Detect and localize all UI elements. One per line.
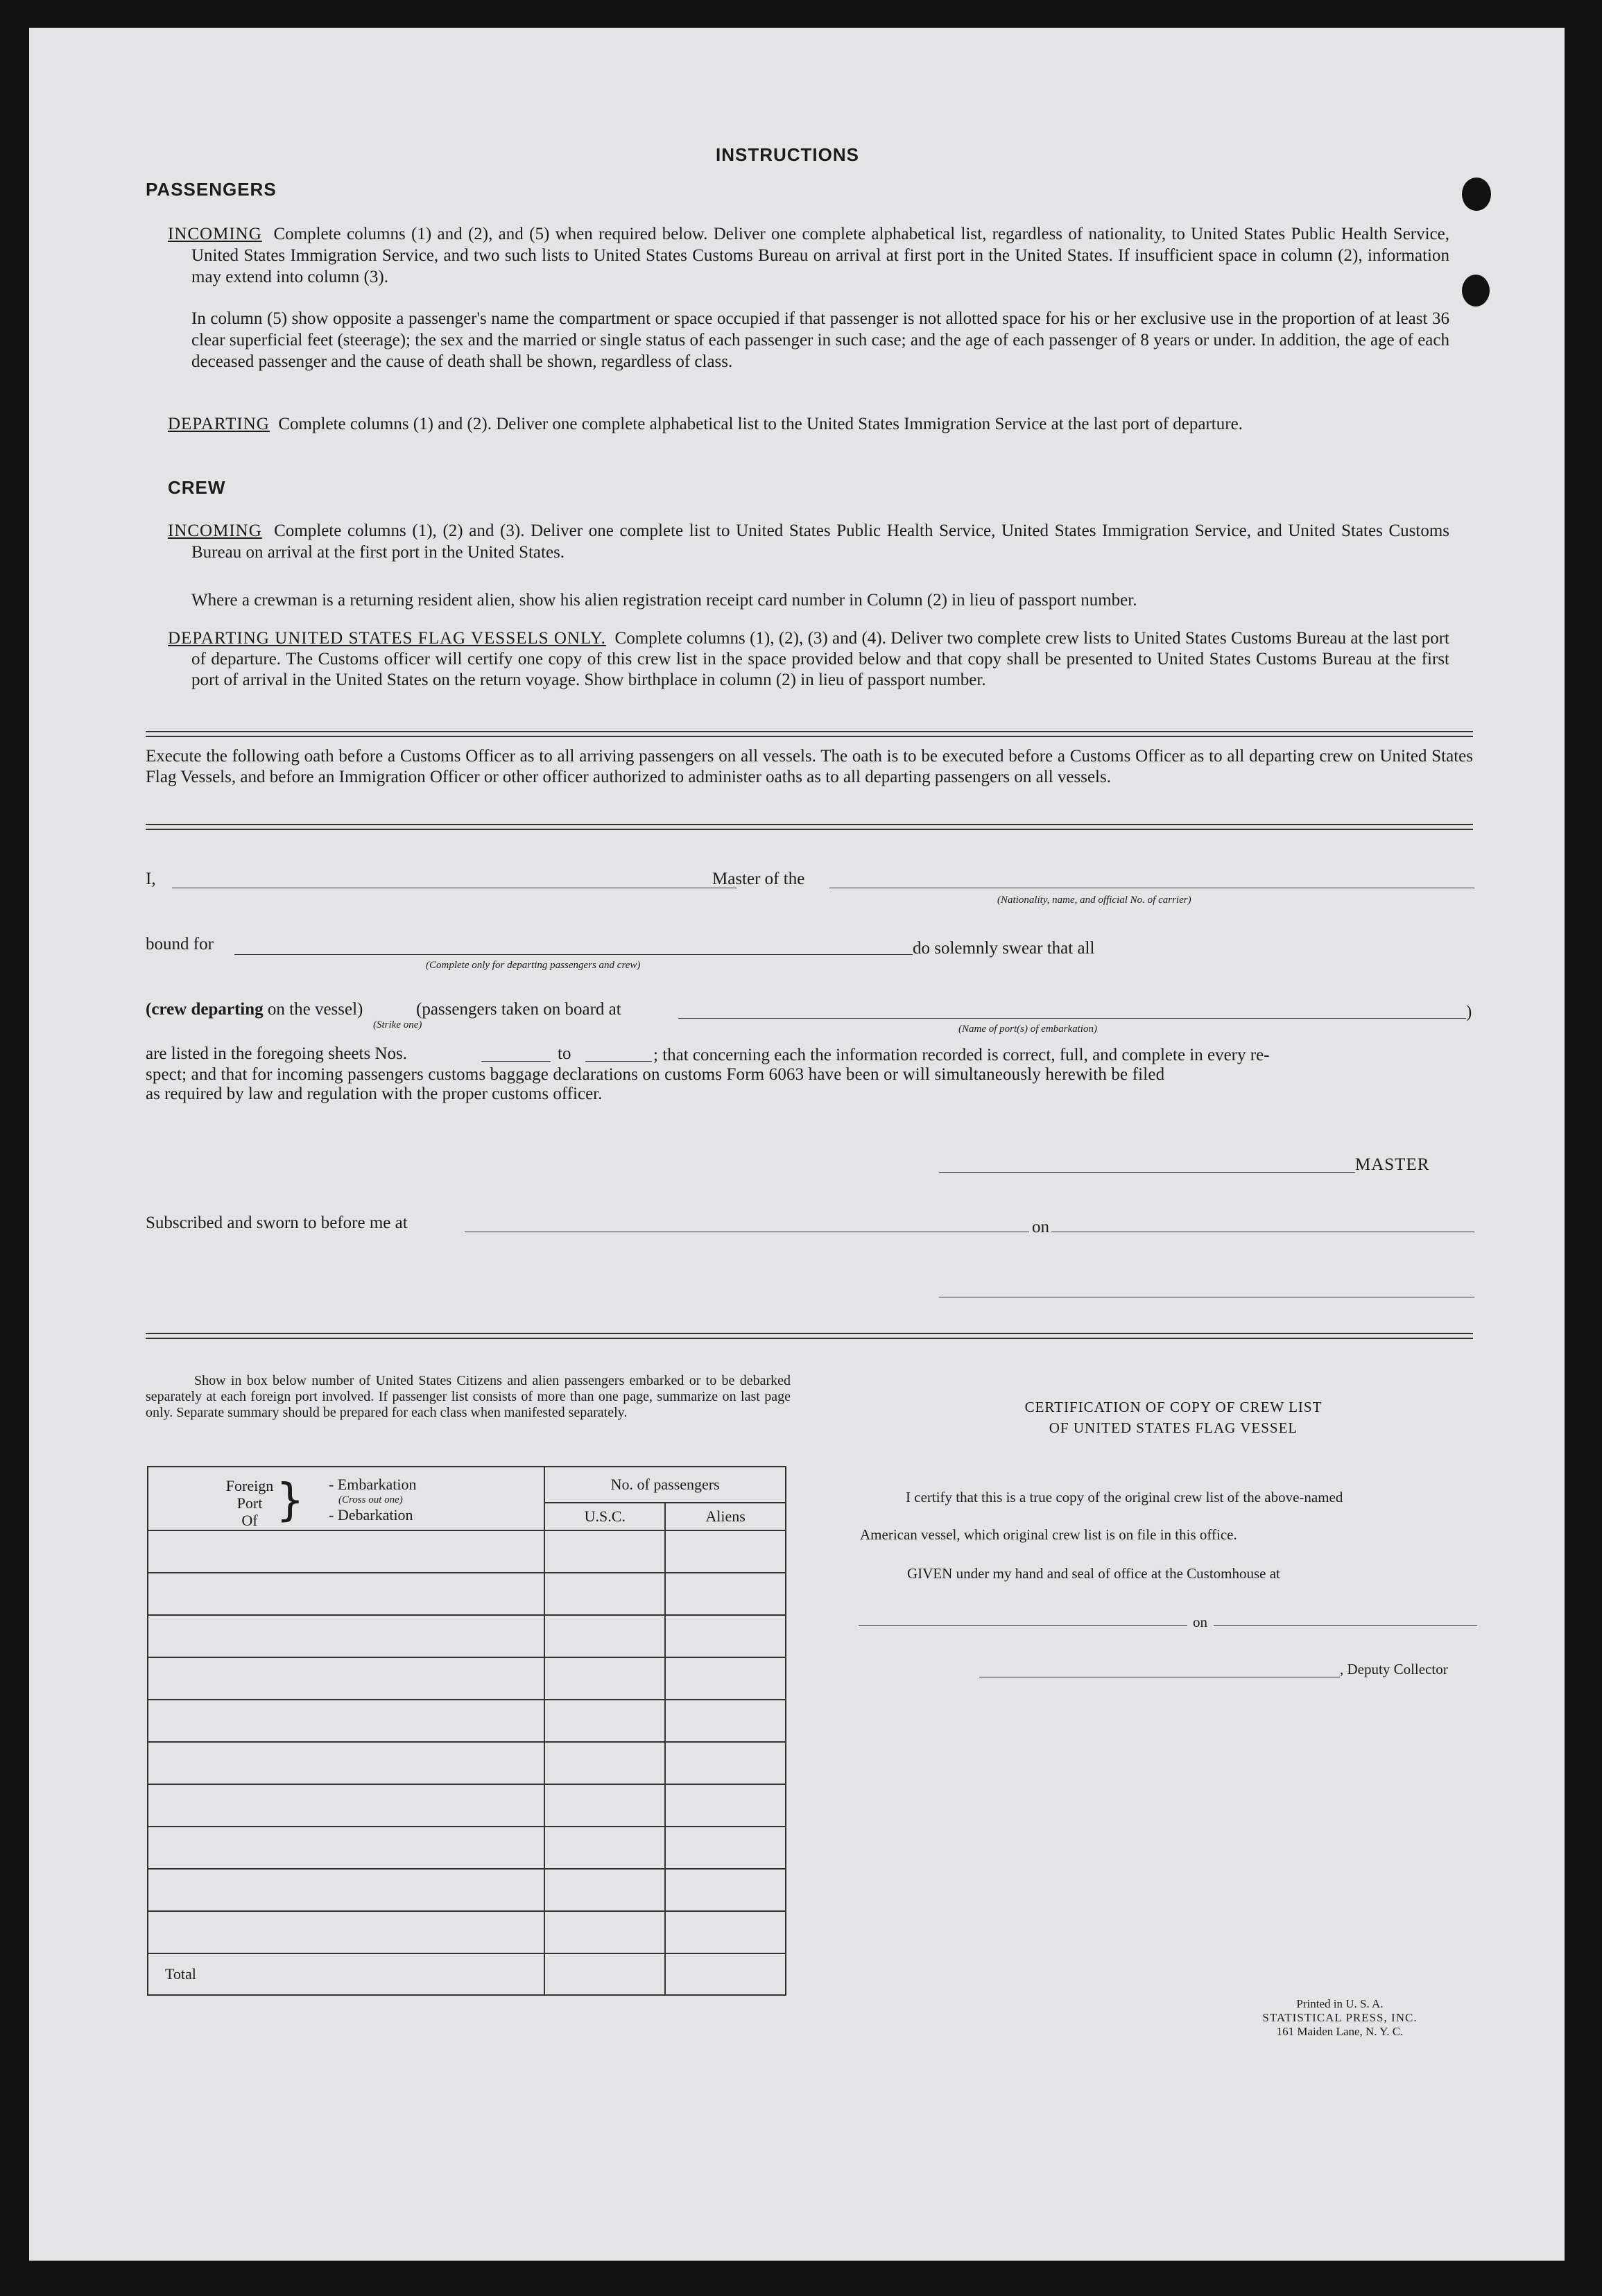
master-signature-field[interactable] [939,1172,1355,1173]
punch-hole-top [1462,178,1491,211]
oath-intro: Execute the following oath before a Customs Officer as to all arriving passengers on all vessels. The oath is to be executed before a Customs Officer as to all departing crew on United States Flag Vessels, and before an Immigration Officer or other officer authorized to administer oaths as to all departing passengers on all vessels. [146,747,1473,786]
aliens-cell[interactable] [665,1911,786,1953]
form-page [29,28,1565,2261]
crew-departing-paragraph [168,628,1449,691]
passengers-heading: PASSENGERS [146,179,277,200]
bound-for-label: bound for [146,935,214,953]
usc-cell[interactable] [544,1615,665,1657]
certification-title-1: CERTIFICATION OF COPY OF CREW LIST [1024,1399,1323,1415]
ports-caption: (Name of port(s) of embarkation) [958,1024,1097,1035]
summary-body [148,1530,786,1953]
crew-incoming-label: INCOMING [168,521,262,540]
printer-line-1: Printed in U. S. A. [1296,1997,1384,2010]
no-of-passengers-header: No. of passengers [544,1467,786,1503]
aliens-cell[interactable] [665,1530,786,1573]
passengers-departing-label: DEPARTING [168,415,270,433]
table-row [148,1911,786,1953]
of-label: Of [241,1512,258,1529]
certification-date-field[interactable] [1214,1625,1477,1626]
aliens-cell[interactable] [665,1573,786,1615]
usc-cell[interactable] [544,1911,665,1953]
port-cell[interactable] [148,1700,544,1742]
master-label: MASTER [1355,1155,1430,1174]
total-row [148,1953,786,1995]
page-title: INSTRUCTIONS [716,144,859,165]
aliens-cell[interactable] [665,1827,786,1869]
listed-continue-text: ; that concerning each the information recorded is correct, full, and complete in every re- [653,1046,1270,1064]
crew-incoming-paragraph [168,520,1449,563]
to-label: to [558,1044,571,1063]
passengers-departing-paragraph [168,413,1449,435]
table-row [148,1615,786,1657]
printer-imprint [1236,1997,1444,2039]
divider-top [146,731,1473,737]
usc-cell[interactable] [544,1784,665,1827]
port-cell[interactable] [148,1615,544,1657]
certification-on-label: on [1193,1614,1207,1630]
total-usc-cell[interactable] [544,1953,665,1995]
embark-debark-options [329,1477,416,1523]
aliens-cell[interactable] [665,1615,786,1657]
table-row [148,1573,786,1615]
crew-departing-text: Complete columns (1), (2), (3) and (4). Deliver two complete crew lists to United States Customs Bureau at the last port of departure. The Customs officer will certify one copy of this crew list in the space provided below and that copy shall be presented to United States Customs Bureau at the first port of arrival in the United States on the return voyage. Show birthplace in column (2) in lieu of passport number. [191,629,1450,689]
on-the-vessel: on the vessel) [267,1000,363,1019]
sheet-to-field[interactable] [585,1061,652,1062]
table-header-row [148,1467,786,1503]
printer-line-3: 161 Maiden Lane, N. Y. C. [1276,2025,1404,2038]
table-row [148,1827,786,1869]
bound-for-field[interactable] [234,954,913,955]
usc-cell[interactable] [544,1657,665,1700]
subscribed-on-label: on [1032,1218,1049,1236]
passengers-incoming-paragraph [168,223,1449,288]
subscribed-label: Subscribed and sworn to before me at [146,1214,408,1232]
foreign-port-of [222,1477,277,1529]
ports-field[interactable] [678,1018,1466,1019]
table-row [148,1742,786,1784]
brace-icon: } [276,1475,304,1526]
master-of-the-label: Master of the [712,870,805,888]
usc-cell[interactable] [544,1530,665,1573]
aliens-cell[interactable] [665,1657,786,1700]
printer-line-2: STATISTICAL PRESS, INC. [1262,2011,1418,2024]
oath-i-label: I, [146,870,156,888]
strike-one-caption: (Strike one) [373,1019,422,1030]
embarkation-label: - Embarkation [329,1476,417,1493]
cross-out-caption: (Cross out one) [338,1494,403,1505]
ports-close-paren: ) [1466,1003,1472,1021]
aliens-cell[interactable] [665,1742,786,1784]
total-aliens-cell[interactable] [665,1953,786,1995]
crew-departing-option [146,999,363,1020]
passengers-incoming-text: Complete columns (1) and (2), and (5) when required below. Deliver one complete alphabetical list, regardless of nationality, to United States Public Health Service, United States Immigration Service, and two such lists to United States Customs Bureau on arrival at first port in the United States. If insufficient space in column (2), information may extend into column (3). [191,225,1450,286]
usc-cell[interactable] [544,1742,665,1784]
usc-cell[interactable] [544,1827,665,1869]
deputy-collector-label: , Deputy Collector [1340,1661,1448,1677]
punch-hole-bottom [1462,275,1490,307]
port-cell[interactable] [148,1530,544,1573]
foreign-label: Foreign [225,1477,274,1494]
usc-cell[interactable] [544,1869,665,1911]
certify-text-2: American vessel, which original crew list is on file in this office. [860,1526,1237,1543]
passenger-summary-table [147,1466,786,1996]
crew-departing-label: DEPARTING UNITED STATES FLAG VESSELS ONLY. [168,629,606,648]
port-cell[interactable] [148,1784,544,1827]
port-label: Port [236,1494,263,1512]
port-cell[interactable] [148,1911,544,1953]
listed-respect-text: spect; and that for incoming passengers customs baggage declarations on customs Form 6063 have been or will simultaneously herewith be filed [146,1065,1165,1084]
total-label-cell [148,1953,544,1995]
port-cell[interactable] [148,1657,544,1700]
table-row [148,1700,786,1742]
aliens-cell[interactable] [665,1784,786,1827]
crew-heading: CREW [168,477,226,498]
aliens-cell[interactable] [665,1700,786,1742]
debarkation-label: - Debarkation [329,1506,413,1524]
passengers-departing-text: Complete columns (1) and (2). Deliver one complete alphabetical list to the United States Immigration Service at the last port of departure. [278,415,1243,433]
usc-header: U.S.C. [544,1503,665,1530]
crew-resident-text: Where a crewman is a returning resident alien, show his alien registration receipt card number in Column (2) in lieu of passport number. [191,591,1137,610]
usc-cell[interactable] [544,1700,665,1742]
given-text: GIVEN under my hand and seal of office at the Customhouse at [907,1565,1280,1582]
divider-bottom [146,1333,1473,1339]
listed-sheets-text: are listed in the foregoing sheets Nos. [146,1044,407,1063]
passengers-incoming-label: INCOMING [168,225,262,243]
departing-caption: (Complete only for departing passengers and crew) [426,960,641,971]
customhouse-field[interactable] [859,1625,1187,1626]
total-label: Total [165,1965,196,1983]
port-cell[interactable] [148,1742,544,1784]
port-cell[interactable] [148,1869,544,1911]
listed-law-text: as required by law and regulation with the proper customs officer. [146,1085,603,1103]
port-cell[interactable] [148,1827,544,1869]
certification-title-2: OF UNITED STATES FLAG VESSEL [1049,1419,1298,1436]
crew-incoming-text: Complete columns (1), (2) and (3). Deliver one complete list to United States Public Health Service, United States Immigration Service, and United States Customs Bureau on arrival at the first port in the United States. [191,521,1450,562]
certify-text-1: I certify that this is a true copy of the original crew list of the above-named [906,1489,1343,1505]
usc-cell[interactable] [544,1573,665,1615]
divider-oath [146,824,1473,830]
column5-paragraph: In column (5) show opposite a passenger's name the compartment or space occupied if that passenger is not allotted space for his or her exclusive use in the proportion of at least 36 clear superficial feet (steerage); the sex and the married or single status of each passenger in such case; and the age of each passenger of 8 years or under. In addition, the age of each deceased passenger and the cause of death shall be shown, regardless of class. [191,309,1449,371]
table-row [148,1784,786,1827]
aliens-cell[interactable] [665,1869,786,1911]
table-row [148,1657,786,1700]
port-header-cell [148,1467,544,1530]
summary-intro: Show in box below number of United States Citizens and alien passengers embarked or to be debarked separately at each foreign port involved. If passenger list consists of more than one page, summarize on last page only. Separate summary should be prepared for each class when manifested separately. [146,1373,791,1420]
sheet-from-field[interactable] [481,1061,551,1062]
port-cell[interactable] [148,1573,544,1615]
passengers-taken-option: (passengers taken on board at [416,1000,621,1019]
aliens-header: Aliens [665,1503,786,1530]
table-row [148,1530,786,1573]
table-row [148,1869,786,1911]
nationality-caption: (Nationality, name, and official No. of carrier) [997,895,1191,906]
solemnly-swear-text: do solemnly swear that all [913,939,1095,958]
crew-departing-bold: (crew departing [146,1000,264,1019]
